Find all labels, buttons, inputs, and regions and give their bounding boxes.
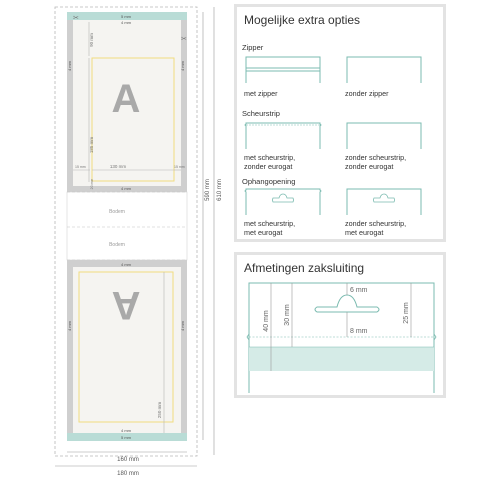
option-label-without-zipper: zonder zipper xyxy=(345,89,389,98)
dim-label-160: 160 mm xyxy=(117,457,139,463)
bottom-label-1: Bodem xyxy=(109,209,125,215)
dim-label-590: 590 mm xyxy=(205,179,211,201)
dim-label-610: 610 mm xyxy=(217,179,223,201)
bottom-gusset xyxy=(67,192,187,260)
side-margin-right-top: 4 mm xyxy=(180,61,185,71)
dim-label-130: 130 mm xyxy=(109,164,127,169)
option-label-with-zipper: met zipper xyxy=(244,89,278,98)
zipper-band xyxy=(249,347,434,371)
dim-label-fold-top: 4 mm xyxy=(121,20,131,25)
dim-label-6: 6 mm xyxy=(350,287,368,294)
dim-label-15-left: 15 mm xyxy=(75,165,86,169)
dim-label-40: 40 mm xyxy=(263,310,270,332)
closure-panel-title: Afmetingen zaksluiting xyxy=(244,261,365,275)
section-label-ophangopening: Ophangopening xyxy=(242,177,296,186)
dim-label-180: 180 mm xyxy=(117,471,139,477)
front-letter: A xyxy=(111,77,141,121)
option-label-tear-strip: met scheurstrip, zonder eurogat xyxy=(244,153,296,171)
options-panel xyxy=(234,4,446,242)
dim-label-top: 5 mm xyxy=(121,14,131,19)
section-label-zipper: Zipper xyxy=(242,43,264,52)
tear-strip-icon xyxy=(244,119,322,151)
option-label-tear-strip-eurohole: met scheurstrip, met eurogat xyxy=(244,219,296,237)
option-label-eurohole: zonder scheurstrip, met eurogat xyxy=(345,219,407,237)
option-label-no-tear-strip: zonder scheurstrip, zonder eurogat xyxy=(345,153,407,171)
closure-diagram xyxy=(237,279,443,395)
dim-label-bottom-5: 5 mm xyxy=(121,435,131,440)
dim-label-90: 90 mm xyxy=(89,33,94,47)
fold-margin-bottom: 4 mm xyxy=(121,262,131,267)
back-letter: A xyxy=(111,283,141,327)
side-margin-right-bottom: 4 mm xyxy=(180,321,185,331)
dim-label-bottom-4: 4 mm xyxy=(121,428,131,433)
plain-top-icon xyxy=(345,119,423,151)
bag-template-diagram xyxy=(0,0,230,480)
dim-label-185: 185 mm xyxy=(89,136,94,154)
zipper-with-icon xyxy=(244,53,322,85)
side-margin-left-bottom: 4 mm xyxy=(67,321,72,331)
zipper-without-icon xyxy=(345,53,423,85)
eurohole-icon xyxy=(345,185,423,217)
fold-margin-top: 4 mm xyxy=(121,186,131,191)
dim-label-30: 30 mm xyxy=(284,304,291,326)
dim-label-25: 25 mm xyxy=(403,302,410,324)
euro-hole xyxy=(315,295,379,312)
closure-panel xyxy=(234,252,446,398)
section-label-scheurstrip: Scheurstrip xyxy=(242,109,280,118)
bottom-label-2: Bodem xyxy=(109,242,125,248)
scissors-icon: ✂ xyxy=(73,15,79,22)
tear-strip-eurohole-icon xyxy=(244,185,322,217)
dim-label-15-right: 15 mm xyxy=(174,165,185,169)
scissors-icon: ✂ xyxy=(181,36,187,43)
side-margin-left-top: 4 mm xyxy=(67,61,72,71)
dim-label-20: 20 mm xyxy=(90,178,94,190)
options-panel-title: Mogelijke extra opties xyxy=(244,13,361,27)
dim-label-8: 8 mm xyxy=(350,328,368,335)
dim-label-250: 250 mm xyxy=(157,401,162,419)
